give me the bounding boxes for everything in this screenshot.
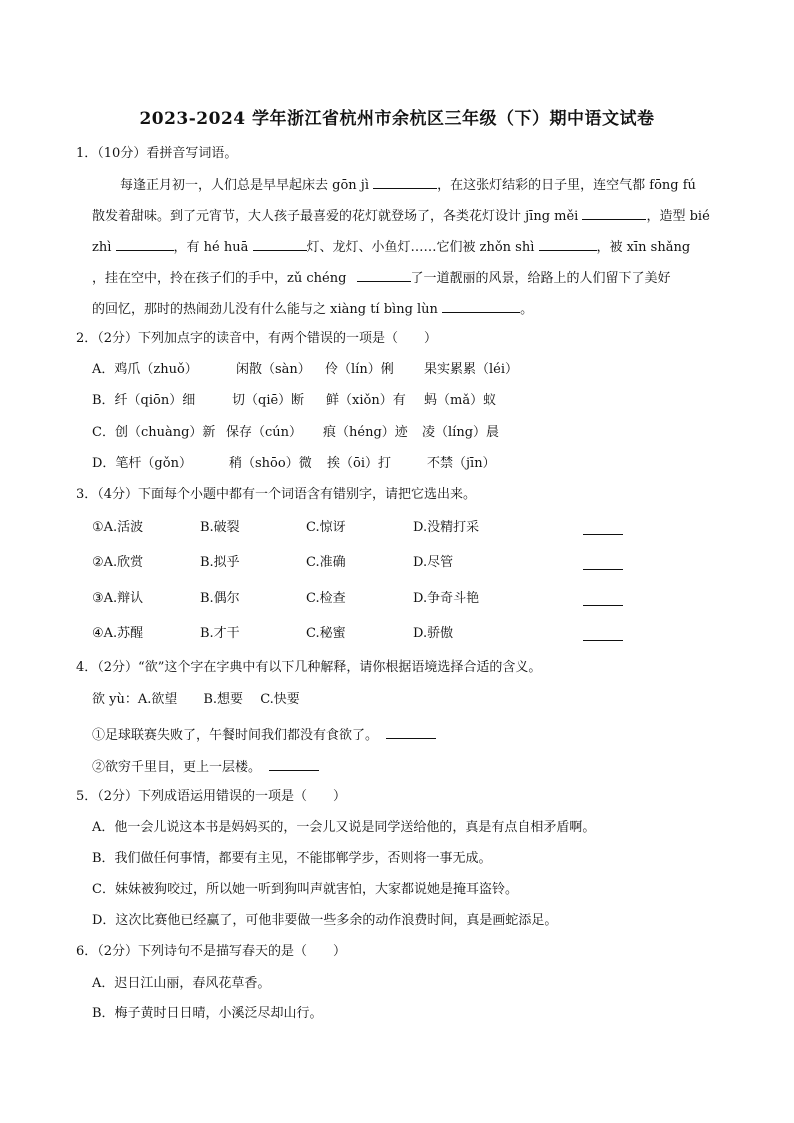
q1-text: 。	[520, 302, 534, 317]
q1-text: zhì	[92, 240, 112, 255]
option-d-word: 挨（ōi）打	[327, 456, 391, 471]
q1-paragraph-line-2	[92, 205, 710, 227]
option-c-word: 痕（héng）迹	[323, 425, 408, 440]
q1-text: ，造型 bié	[646, 209, 710, 224]
q3-row-2-b[interactable]: B.拟乎	[200, 555, 240, 570]
q3-row-1-c[interactable]: C.惊讶	[306, 520, 346, 535]
q3-row-3-a[interactable]: ③A.辩认	[92, 591, 144, 606]
option-b[interactable]: B．纤（qiōn）细	[92, 393, 196, 408]
q1-paragraph-line-1	[120, 174, 696, 196]
q1-text: 散发着甜味。到了元宵节，大人孩子最喜爱的花灯就登场了，各类花灯设计 jīng měi	[92, 209, 579, 224]
q3-row-4-d[interactable]: D.骄傲	[413, 626, 454, 641]
option-b-word: 鲜（xiǒn）有	[326, 393, 406, 408]
answer-blank[interactable]	[583, 626, 623, 641]
option-d-word: 稍（shōo）微	[229, 456, 312, 471]
q1-text: ，在这张灯结彩的日子里，连空气都 fōng fú	[437, 178, 696, 193]
answer-blank[interactable]	[253, 236, 307, 251]
q3-row-4-c[interactable]: C.秘蜜	[306, 626, 346, 641]
q1-text: ，挂在空中，拎在孩子们的手中，zǔ chéng	[92, 271, 347, 286]
option-c[interactable]: C．妹妹被狗咬过，所以她一听到狗叫声就害怕，大家都说她是掩耳盗铃。	[92, 882, 518, 897]
q1-text: 灯、龙灯、小鱼灯……它们被 zhǒn shì	[306, 240, 535, 255]
q3-row-4-a[interactable]: ④A.苏醒	[92, 626, 144, 641]
q3-row-1-b[interactable]: B.破裂	[200, 520, 240, 535]
q3-row-2-d[interactable]: D.尽管	[413, 555, 454, 570]
answer-blank[interactable]	[539, 236, 597, 251]
q3-row-3-b[interactable]: B.偶尔	[200, 591, 240, 606]
question-4-stem: 4．（2分）“欲”这个字在字典中有以下几种解释，请你根据语境选择合适的含义。	[76, 660, 542, 675]
question-6-stem: 6．（2分）下列诗句不是描写春天的是（ ）	[76, 944, 347, 959]
option-b[interactable]: B．梅子黄时日日晴，小溪泛尽却山行。	[92, 1006, 323, 1021]
q3-row-3-c[interactable]: C.检查	[306, 591, 346, 606]
q3-row-4-b[interactable]: B.才干	[200, 626, 240, 641]
q1-text: 的回忆，那时的热闹劲儿没有什么能与之 xiàng tí bìng lùn	[92, 302, 438, 317]
q1-paragraph-line-4	[92, 267, 671, 289]
q4-definitions: 欲 yù：A.欲望 B.想要 C.快要	[92, 692, 300, 707]
answer-blank[interactable]	[583, 520, 623, 535]
question-3-stem: 3．（4分）下面每个小题中都有一个词语含有错别字，请把它选出来。	[76, 487, 477, 502]
option-a-word: 果实累累（léi）	[424, 362, 519, 377]
q4-sentence-text: ②欲穷千里目，更上一层楼。	[92, 760, 262, 775]
option-d[interactable]: D．这次比赛他已经赢了，可他非要做一些多余的动作浪费时间，真是画蛇添足。	[92, 913, 558, 928]
q3-row-1-d[interactable]: D.没精打采	[413, 520, 480, 535]
q3-row-2-a[interactable]: ②A.欣赏	[92, 555, 144, 570]
option-c-word: 凌（líng）晨	[422, 425, 500, 440]
q1-text: ，被 xīn shǎng	[596, 240, 691, 255]
q3-row-2-c[interactable]: C.准确	[306, 555, 346, 570]
q4-sentence-2	[92, 756, 319, 778]
answer-blank[interactable]	[269, 756, 319, 771]
option-c-word: 保存（cún）	[226, 425, 303, 440]
answer-blank[interactable]	[583, 555, 623, 570]
q1-text: ，有 hé huā	[173, 240, 249, 255]
option-a-word: 伶（lín）俐	[325, 362, 394, 377]
answer-blank[interactable]	[373, 174, 437, 189]
answer-blank[interactable]	[116, 236, 174, 251]
q3-row-1-a[interactable]: ①A.活波	[92, 520, 144, 535]
option-a[interactable]: A．迟日江山丽，春风花草香。	[92, 976, 271, 991]
question-1-stem: 1．（10分）看拼音写词语。	[76, 146, 238, 161]
option-b[interactable]: B．我们做任何事情，都要有主见，不能邯郸学步，否则将一事无成。	[92, 851, 492, 866]
answer-blank[interactable]	[442, 298, 520, 313]
question-5-stem: 5．（2分）下列成语运用错误的一项是（ ）	[76, 789, 347, 804]
q4-sentence-1	[92, 724, 436, 746]
option-d[interactable]: D．笔杆（gǒn）	[92, 456, 192, 471]
answer-blank[interactable]	[583, 591, 623, 606]
option-a[interactable]: A．鸡爪（zhuǒ）	[92, 362, 198, 377]
answer-blank[interactable]	[582, 205, 646, 220]
option-b-word: 蚂（mǎ）蚁	[424, 393, 497, 408]
q1-text: 每逢正月初一，人们总是早早起床去 gōn jì	[120, 178, 369, 193]
option-a-word: 闲散（sàn）	[236, 362, 311, 377]
q4-sentence-text: ①足球联赛失败了，午餐时间我们都没有食欲了。	[92, 728, 379, 743]
answer-blank[interactable]	[386, 724, 436, 739]
q1-text: 了一道靓丽的风景，给路上的人们留下了美好	[410, 271, 671, 286]
question-2-stem: 2．（2分）下列加点字的读音中，有两个错误的一项是（ ）	[76, 331, 438, 346]
option-c[interactable]: C．创（chuàng）新	[92, 425, 216, 440]
q1-paragraph-line-3	[92, 236, 690, 258]
option-d-word: 不禁（jīn）	[427, 456, 496, 471]
exam-title: 2023-2024 学年浙江省杭州市余杭区三年级（下）期中语文试卷	[139, 109, 655, 129]
q3-row-3-d[interactable]: D.争奇斗艳	[413, 591, 480, 606]
answer-blank[interactable]	[357, 267, 411, 282]
option-b-word: 切（qiē）断	[232, 393, 305, 408]
option-a[interactable]: A．他一会儿说这本书是妈妈买的，一会儿又说是同学送给他的，真是有点自相矛盾啊。	[92, 820, 596, 835]
q1-paragraph-line-5	[92, 298, 533, 320]
